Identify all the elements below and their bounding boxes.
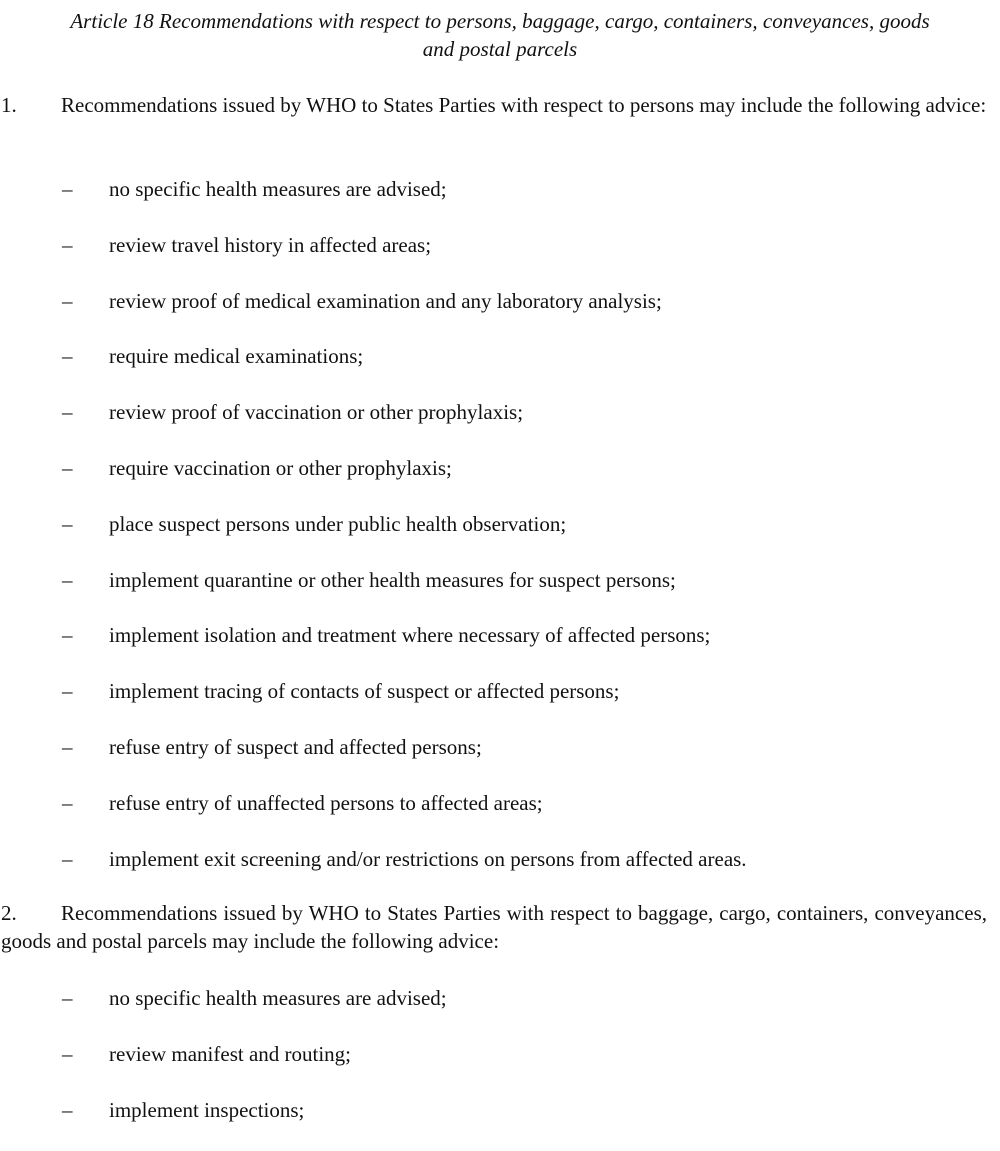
list-bullet: – — [62, 1097, 73, 1122]
list-bullet: – — [62, 511, 73, 536]
list-item-text: implement isolation and treatment where necessary of affected persons; — [109, 623, 711, 648]
list-bullet: – — [62, 567, 73, 592]
article-title-line-2: and postal parcels — [422, 37, 578, 61]
article-title-line-1: Article 18 Recommendations with respect to persons, baggage, cargo, containers, conveyances, goods — [70, 9, 930, 33]
list-item — [0, 231, 1000, 287]
list-bullet: – — [62, 623, 73, 648]
list-item — [0, 342, 1000, 398]
list-item — [0, 398, 1000, 454]
list-bullet: – — [62, 734, 73, 759]
cargo-advice-list — [0, 984, 1000, 1151]
list-item-text: implement quarantine or other health measures for suspect persons; — [109, 567, 676, 592]
paragraph-2 — [1, 899, 987, 955]
list-item-text: review travel history in affected areas; — [109, 232, 432, 257]
list-bullet: – — [62, 679, 73, 704]
list-item-text: refuse entry of unaffected persons to affected areas; — [109, 790, 543, 815]
list-item — [0, 1040, 1000, 1096]
paragraph-1-number: 1. — [1, 93, 17, 117]
list-item — [0, 1096, 1000, 1151]
list-bullet: – — [62, 846, 73, 871]
paragraph-2-text: Recommendations issued by WHO to States Parties with respect to baggage, cargo, containers, conveyances, goods and postal parcels may include the following advice: — [1, 901, 987, 953]
paragraph-2-number: 2. — [1, 901, 17, 925]
paragraph-1 — [1, 91, 987, 119]
list-item — [0, 566, 1000, 622]
list-item-text: implement inspections; — [109, 1097, 305, 1122]
list-bullet: – — [62, 790, 73, 815]
list-item-text: no specific health measures are advised; — [109, 177, 447, 201]
list-item-text: no specific health measures are advised; — [109, 986, 447, 1010]
list-item — [0, 287, 1000, 343]
list-bullet: – — [62, 344, 73, 369]
list-item-text: place suspect persons under public health observation; — [109, 511, 567, 536]
paragraph-1-text: Recommendations issued by WHO to States Parties with respect to persons may include the following advice: — [61, 93, 987, 117]
list-item-text: review proof of medical examination and any laboratory analysis; — [109, 288, 662, 313]
list-item-text: require vaccination or other prophylaxis; — [109, 455, 452, 480]
persons-advice-list — [0, 175, 1000, 900]
list-bullet: – — [62, 1041, 73, 1066]
list-bullet: – — [62, 232, 73, 257]
list-item-text: review manifest and routing; — [109, 1041, 352, 1066]
list-item-text: review proof of vaccination or other prophylaxis; — [109, 400, 524, 425]
article-title — [0, 7, 1000, 63]
list-item-text: require medical examinations; — [109, 344, 364, 369]
list-item — [0, 621, 1000, 677]
list-item — [0, 677, 1000, 733]
list-bullet: – — [62, 400, 73, 425]
list-bullet: – — [62, 986, 73, 1010]
list-bullet: – — [62, 455, 73, 480]
list-item — [0, 733, 1000, 789]
list-item-text: implement tracing of contacts of suspect or affected persons; — [109, 679, 620, 704]
list-item — [0, 175, 1000, 231]
list-item — [0, 510, 1000, 566]
list-item — [0, 845, 1000, 901]
list-item — [0, 454, 1000, 510]
list-bullet: – — [62, 177, 73, 201]
list-item-text: refuse entry of suspect and affected persons; — [109, 734, 482, 759]
list-item — [0, 984, 1000, 1040]
list-bullet: – — [62, 288, 73, 313]
list-item-text: implement exit screening and/or restrictions on persons from affected areas. — [109, 846, 747, 871]
list-item — [0, 789, 1000, 845]
